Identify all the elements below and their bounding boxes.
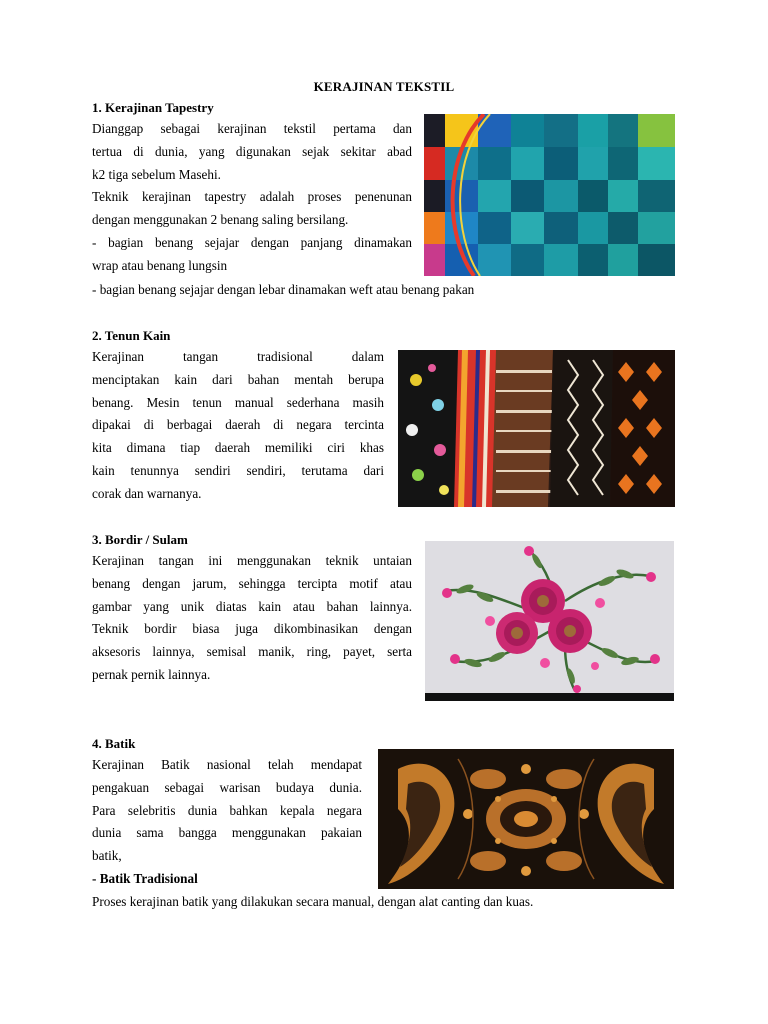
text-line: dengan menggunakan 2 benang saling bersilang. bbox=[92, 212, 349, 228]
text-line: k2 tiga sebelum Masehi. bbox=[92, 166, 221, 182]
text-line: aksesoris lainnya, semisal manik, ring, payet, serta bbox=[92, 644, 412, 660]
text-line: Kerajinan Batik nasional telah mendapat bbox=[92, 757, 362, 772]
text-line: kita dimana tiap daerah memiliki ciri khas bbox=[92, 440, 384, 456]
text-line: Teknik kerajinan tapestry adalah proses penenunan bbox=[92, 189, 412, 205]
text-line: pengakuan sebagai warisan budaya dunia. bbox=[92, 779, 362, 795]
section-text-tapestry bbox=[92, 118, 412, 278]
section-text-bordir bbox=[92, 550, 412, 687]
section-text-batik-process: Proses kerajinan batik yang dilakukan secara manual, dengan alat canting dan kuas. bbox=[92, 894, 534, 909]
subheading-text: - Batik Tradisional bbox=[92, 870, 198, 886]
section-heading-tapestry: 1. Kerajinan Tapestry bbox=[92, 100, 214, 115]
tapestry-image bbox=[424, 114, 675, 276]
text-line: wrap atau benang lungsin bbox=[92, 257, 228, 273]
text-line: gambar yang unik diatas kain atau bahan lainnya. bbox=[92, 598, 412, 614]
text-line: menciptakan kain dari bahan mentah berupa bbox=[92, 371, 384, 387]
bordir-image bbox=[425, 541, 674, 701]
text-line: dunia sama bangga menggunakan pakaian bbox=[92, 825, 362, 841]
text-line: tertua di dunia, yang digunakan sejak sekitar abad bbox=[92, 143, 412, 159]
text-line: Kerajinan tangan tradisional dalam bbox=[92, 349, 384, 364]
text-line: Dianggap sebagai kerajinan tekstil pertama dan bbox=[92, 121, 412, 136]
text-line: pernak pernik lainnya. bbox=[92, 666, 211, 682]
text-line: - bagian benang sejajar dengan panjang dinamakan bbox=[92, 234, 412, 250]
section-heading-tenun: 2. Tenun Kain bbox=[92, 328, 171, 343]
text-line: benang. Mesin tenun manual sederhana masih bbox=[92, 394, 384, 410]
document-title: KERAJINAN TEKSTIL bbox=[313, 79, 455, 94]
section-heading-bordir: 3. Bordir / Sulam bbox=[92, 532, 188, 547]
text-line: dipakai di berbagai daerah di negara tercinta bbox=[92, 417, 384, 433]
text-line: benang dengan jarum, sehingga tercipta motif atau bbox=[92, 575, 412, 591]
section-text-tenun bbox=[92, 346, 384, 506]
section-heading-batik: 4. Batik bbox=[92, 736, 136, 751]
text-line: Para selebritis dunia bahkan kepala negara bbox=[92, 802, 362, 818]
batik-image bbox=[378, 749, 674, 889]
text-line: Teknik bordir biasa juga dikombinasikan dengan bbox=[92, 621, 412, 637]
text-line: batik, bbox=[92, 848, 122, 864]
section-subheading-batik-tradisional bbox=[92, 868, 362, 891]
section-text-tapestry-weft: - bagian benang sejajar dengan lebar dinamakan weft atau benang pakan bbox=[92, 282, 475, 297]
text-line: kain tenunnya sendiri sendiri, terutama dari bbox=[92, 462, 384, 478]
tenun-image bbox=[398, 350, 675, 507]
section-text-batik bbox=[92, 754, 362, 891]
text-line: Kerajinan tangan ini menggunakan teknik untaian bbox=[92, 553, 412, 568]
text-line: corak dan warnanya. bbox=[92, 485, 202, 501]
